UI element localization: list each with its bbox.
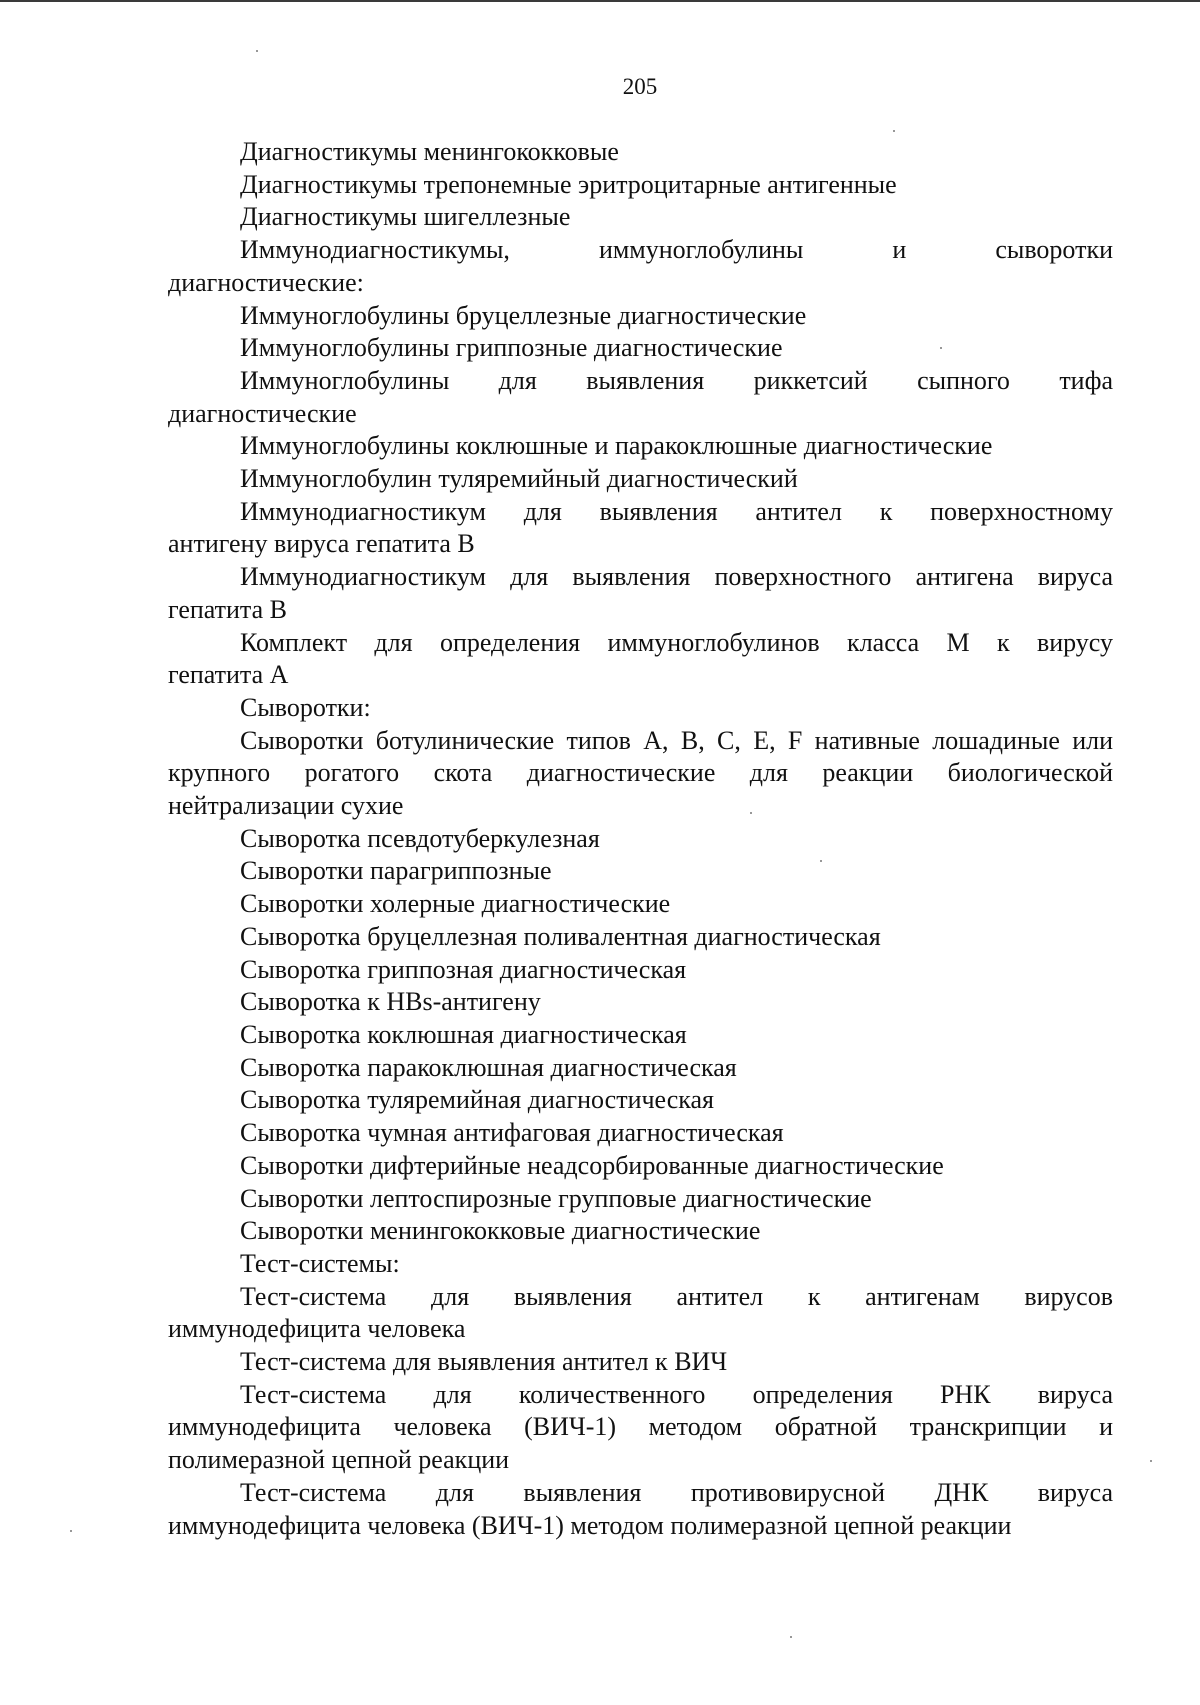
text-line: Иммунодиагностикум для выявления поверхностного антигена вируса (240, 562, 1113, 592)
text-line: полимеразной цепной реакции (168, 1445, 510, 1475)
text-line: Сыворотка к HBs-антигену (240, 987, 541, 1017)
text-line: Иммуноглобулины для выявления риккетсий сыпного тифа (240, 365, 1113, 395)
scan-speck (256, 50, 258, 52)
text-paragraph (168, 725, 1113, 823)
text-paragraph (168, 1346, 1113, 1379)
text-line: гепатита В (168, 594, 287, 624)
text-paragraph (168, 627, 1113, 692)
text-line: Тест-система для количественного определения РНК вируса (240, 1379, 1113, 1409)
text-line: Сыворотки ботулинические типов А, В, С, Е, F нативные лошадиные или (240, 725, 1113, 755)
text-line: Диагностикумы шигеллезные (240, 202, 571, 232)
text-line: Диагностикумы менингококковые (240, 137, 619, 166)
scan-speck (790, 1636, 792, 1638)
text-line: Сыворотка чумная антифаговая диагностическая (240, 1118, 784, 1148)
scan-speck (820, 860, 822, 862)
text-line: гепатита А (168, 660, 289, 690)
text-paragraph (168, 234, 1113, 299)
scan-speck (1150, 1460, 1152, 1462)
text-paragraph (168, 1052, 1113, 1085)
scan-speck (70, 1530, 72, 1532)
text-line: Сыворотки лептоспирозные групповые диагностические (240, 1183, 872, 1213)
top-edge-rule (0, 0, 1200, 2)
text-paragraph (168, 888, 1113, 921)
text-paragraph (168, 496, 1113, 561)
text-line: Сыворотка псевдотуберкулезная (240, 823, 600, 853)
text-paragraph (168, 332, 1113, 365)
scan-speck (750, 812, 752, 814)
text-paragraph (168, 823, 1113, 856)
text-line: Комплект для определения иммуноглобулинов класса М к вирусу (240, 627, 1113, 657)
text-line: Иммуноглобулин туляремийный диагностический (240, 464, 798, 494)
scan-speck (940, 347, 942, 349)
text-paragraph (168, 1117, 1113, 1150)
text-line: Тест-система для выявления противовирусной ДНК вируса (240, 1477, 1113, 1507)
text-line: Сыворотки менингококковые диагностические (240, 1216, 761, 1246)
text-line: Сыворотки холерные диагностические (240, 889, 671, 919)
text-paragraph (168, 692, 1113, 725)
text-line: Сыворотки парагриппозные (240, 856, 552, 886)
page-number: 205 (622, 74, 658, 99)
text-line: Иммунодиагностикумы, иммуноглобулины и сыворотки (240, 235, 1113, 265)
text-line: Тест-система для выявления антител к антигенам вирусов (240, 1281, 1113, 1311)
text-line: крупного рогатого скота диагностические для реакции биологической (168, 758, 1113, 788)
text-paragraph (168, 561, 1113, 626)
text-paragraph (168, 136, 1113, 169)
text-line: Диагностикумы трепонемные эритроцитарные антигенные (240, 169, 897, 199)
text-paragraph (168, 1477, 1113, 1542)
text-line: диагностические: (168, 267, 364, 297)
text-line: антигену вируса гепатита В (168, 529, 475, 559)
text-paragraph (168, 430, 1113, 463)
text-line: Сыворотка паракоклюшная диагностическая (240, 1052, 737, 1082)
text-paragraph (168, 1183, 1113, 1216)
text-paragraph (168, 986, 1113, 1019)
text-paragraph (168, 300, 1113, 333)
text-line: Тест-системы: (240, 1248, 400, 1278)
text-line: нейтрализации сухие (168, 791, 404, 821)
text-line: диагностические (168, 398, 357, 428)
text-paragraph (168, 954, 1113, 987)
text-line: иммунодефицита человека (ВИЧ-1) методом полимеразной цепной реакции (168, 1510, 1012, 1540)
text-line: Иммуноглобулины коклюшные и паракоклюшные диагностические (240, 431, 993, 461)
text-line: Сыворотка гриппозная диагностическая (240, 954, 687, 984)
text-paragraph (168, 201, 1113, 234)
text-paragraph (168, 855, 1113, 888)
text-paragraph (168, 921, 1113, 954)
text-line: Сыворотки: (240, 692, 371, 722)
text-paragraph (168, 1248, 1113, 1281)
text-paragraph (168, 1084, 1113, 1117)
text-paragraph (168, 1019, 1113, 1052)
text-line: Иммуноглобулины гриппозные диагностические (240, 333, 783, 363)
text-line: Тест-система для выявления антител к ВИЧ (240, 1347, 728, 1377)
text-line: иммунодефицита человека (ВИЧ-1) методом обратной транскрипции и (168, 1412, 1113, 1442)
text-line: Сыворотка бруцеллезная поливалентная диагностическая (240, 921, 881, 951)
text-paragraph (168, 463, 1113, 496)
text-line: иммунодефицита человека (168, 1314, 466, 1344)
text-line: Иммуноглобулины бруцеллезные диагностические (240, 300, 807, 330)
text-paragraph (168, 365, 1113, 430)
text-line: Сыворотки дифтерийные неадсорбированные диагностические (240, 1150, 944, 1180)
text-paragraph (168, 169, 1113, 202)
document-body (168, 136, 1113, 1542)
text-paragraph (168, 1150, 1113, 1183)
text-line: Иммунодиагностикум для выявления антител к поверхностному (240, 496, 1113, 526)
scan-speck (893, 130, 895, 132)
text-paragraph (168, 1215, 1113, 1248)
text-line: Сыворотка туляремийная диагностическая (240, 1085, 715, 1115)
text-line: Сыворотка коклюшная диагностическая (240, 1019, 687, 1049)
text-paragraph (168, 1281, 1113, 1346)
text-paragraph (168, 1379, 1113, 1477)
